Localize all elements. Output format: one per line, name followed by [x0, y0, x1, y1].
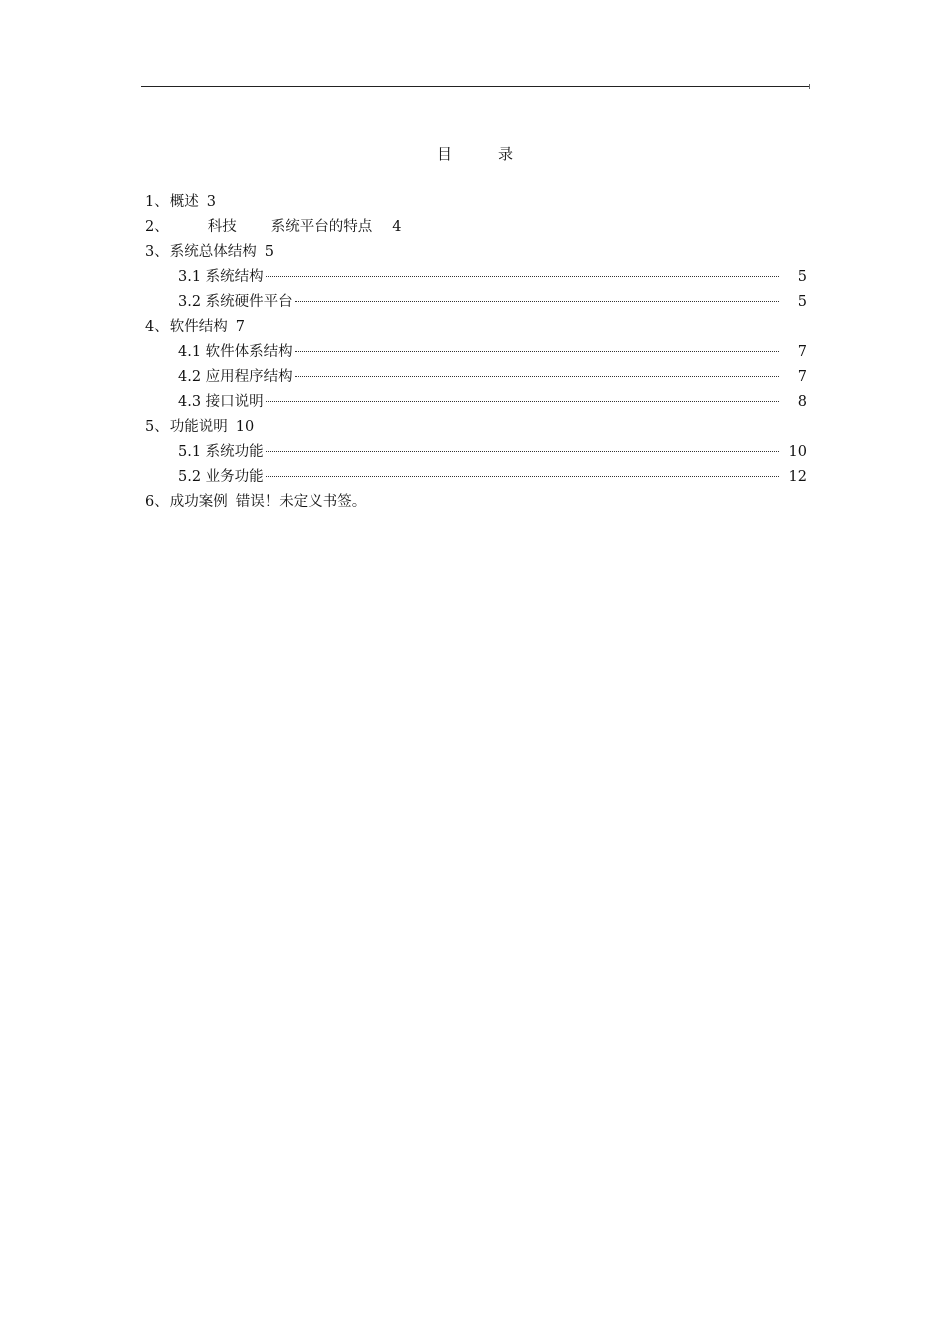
toc-entry-page: 10: [235, 419, 255, 435]
toc-entry-label-part-2: 系统平台的特点: [270, 219, 373, 235]
toc-entry-4-1[interactable]: [145, 340, 807, 365]
table-of-contents: [145, 190, 807, 515]
toc-entry-label-part-1: 科技: [207, 219, 237, 235]
toc-entry-3-2[interactable]: [145, 290, 807, 315]
dot-leader: [266, 451, 779, 452]
dot-leader: [266, 401, 779, 402]
header-rule: [141, 86, 809, 87]
toc-entry-page: 7: [797, 344, 807, 360]
toc-entry-page: 8: [797, 394, 807, 410]
toc-entry-5-2[interactable]: [145, 465, 807, 490]
toc-entry-number: 5、: [145, 419, 169, 435]
toc-entry-4-3[interactable]: [145, 390, 807, 415]
toc-entry-label: 成功案例: [169, 494, 228, 510]
toc-entry-page: 12: [788, 469, 807, 485]
toc-entry-label: 4.2 应用程序结构: [178, 369, 293, 385]
toc-entry-label: 5.1 系统功能: [178, 444, 264, 460]
toc-entry-label: 3.2 系统硬件平台: [178, 294, 293, 310]
toc-entry-number: 4、: [145, 319, 169, 335]
toc-entry-label: 功能说明: [169, 419, 228, 435]
toc-entry-label: 概述: [169, 194, 199, 210]
dot-leader: [295, 376, 779, 377]
toc-entry-page: 5: [264, 244, 274, 260]
toc-entry-label: 5.2 业务功能: [178, 469, 264, 485]
header-rule-end-mark: [809, 84, 810, 89]
toc-entry-page: 3: [206, 194, 216, 210]
toc-entry-3[interactable]: [145, 240, 807, 265]
toc-entry-page: 5: [797, 269, 807, 285]
toc-entry-number: 2、: [145, 219, 169, 235]
dot-leader: [266, 476, 779, 477]
toc-entry-number: 6、: [145, 494, 169, 510]
toc-title-char-2: 录: [498, 145, 514, 163]
toc-entry-page: 7: [235, 319, 245, 335]
toc-entry-label: 系统总体结构: [169, 244, 257, 260]
toc-entry-4-2[interactable]: [145, 365, 807, 390]
toc-title: [0, 143, 950, 164]
toc-entry-1[interactable]: [145, 190, 807, 215]
toc-entry-4[interactable]: [145, 315, 807, 340]
toc-entry-6[interactable]: [145, 490, 807, 515]
dot-leader: [295, 301, 779, 302]
toc-entry-2[interactable]: [145, 215, 807, 240]
toc-entry-5-1[interactable]: [145, 440, 807, 465]
dot-leader: [295, 351, 779, 352]
toc-entry-page: 7: [797, 369, 807, 385]
toc-entry-number: 1、: [145, 194, 169, 210]
toc-entry-page: 4: [392, 219, 402, 235]
toc-entry-5[interactable]: [145, 415, 807, 440]
toc-entry-label: 4.1 软件体系结构: [178, 344, 293, 360]
toc-entry-page: 5: [797, 294, 807, 310]
toc-entry-number: 3、: [145, 244, 169, 260]
toc-entry-page: 10: [788, 444, 807, 460]
toc-title-char-1: 目: [436, 145, 452, 163]
toc-entry-3-1[interactable]: [145, 265, 807, 290]
toc-entry-label: 4.3 接口说明: [178, 394, 264, 410]
toc-entry-label: 3.1 系统结构: [178, 269, 264, 285]
toc-entry-page-error: 错误！未定义书签。: [235, 494, 367, 510]
dot-leader: [266, 276, 779, 277]
toc-entry-label: 软件结构: [169, 319, 228, 335]
